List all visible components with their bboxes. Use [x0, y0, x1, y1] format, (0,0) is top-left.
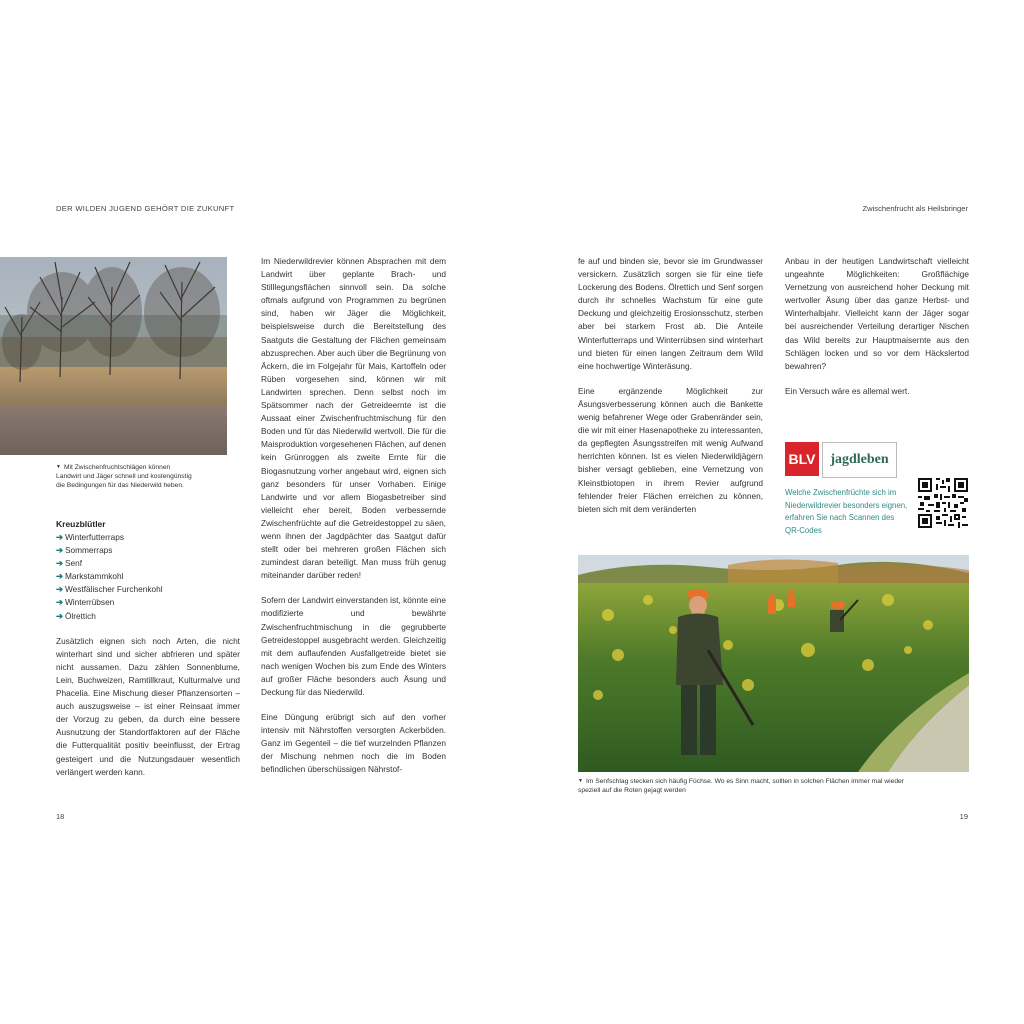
list-item: ➔ Winterrübsen	[56, 597, 115, 608]
caption-triangle-icon: ▼	[578, 778, 583, 784]
caption-line: speziell auf die Roten gejagt werden	[578, 787, 686, 794]
list-heading: Kreuzblütler	[56, 519, 106, 529]
hunters-mustard-field-photo	[578, 555, 969, 772]
qr-hint-text: Welche Zwischenfrüchte sich im Niederwildrevier besonders eignen, erfahren Sie nach Scannen des QR-Codes	[785, 488, 908, 535]
body-paragraph: Eine Düngung erübrigt sich auf den vorher intensiv mit Nährstoffen versorgten Ackerböden. Ganz im Gegenteil – die tief wurzelnden Pflanzen der Mischung nehmen noch die im Boden befindlichen überschüssigen Nährstof-	[261, 712, 446, 775]
page-number-right: 19	[959, 812, 968, 821]
column-3	[578, 255, 763, 516]
plant-list	[56, 531, 240, 623]
list-item: ➔ Senf	[56, 558, 83, 569]
arrow-right-icon: ➔	[56, 584, 63, 595]
column-1	[56, 519, 240, 779]
arrow-right-icon: ➔	[56, 558, 63, 569]
body-paragraph: Ein Versuch wäre es allemal wert.	[785, 385, 910, 396]
arrow-right-icon: ➔	[56, 597, 63, 608]
list-item: ➔ Winterfutterraps	[56, 532, 124, 542]
body-paragraph: fe auf und binden sie, bevor sie im Grundwasser versickern. Zusätzlich sorgen sie für eine tiefe Lockerung des Bodens. Ölrettich und Senf sorgen durch ihr schnelles Wachstum für eine gute Deckung und gleichzeitig Erosionsschutz, sterben aber bei starkem Frost ab. Die Anteile Winterfutterraps und Winterrübsen sind winterhart und bieten für einen langen Zeitraum dem Wild eine hochwertige Winteräsung.	[578, 256, 763, 371]
body-paragraph: Eine ergänzende Möglichkeit zur Äsungsverbesserung können auch die Bankette wenig befahrener Wege oder Grabenränder sein, die wir mit einer Hasenapotheke zu interessanten, da gepflegten Äsungsstreifen mit wenig Aufwand herrichten können. Ist es vielen Niederwildjägern bisher versagt geblieben, eine Vernetzung von Kleinstbiotopen in ihrem Revier aufgrund fehlender freier Flächen erreichen zu können, bieten sich mit dem veränderten	[578, 385, 763, 514]
caption-line: Im Senfschlag stecken sich häufig Füchse. Wo es Sinn macht, sollten in solchen Flächen immer mal wieder	[585, 778, 905, 785]
arrow-right-icon: ➔	[56, 532, 63, 542]
column-2	[261, 255, 446, 777]
caption-line: die Bedingungen für das Niederwild heben.	[56, 482, 184, 489]
column-4	[785, 255, 969, 398]
qr-code[interactable]	[918, 478, 968, 528]
caption-triangle-icon: ▼	[56, 464, 61, 470]
blv-logo: BLV	[785, 442, 819, 476]
body-paragraph: Zusätzlich eignen sich noch Arten, die nicht winterhart sind und sicher abfrieren und später nicht aussamen. Dazu zählen Sonnenblume, Lein, Buchweizen, Ramtillkraut, Kulturmalve und Phacelia. Eine Mischung dieser Pflanzensorten – auch auszugsweise – ist einer Reinsaat immer der Vorzug zu geben, da durch eine bessere Ausnutzung der Standortfaktoren auf der Fläche die Futterqualität positiv beeinflusst, der Ertrag gesteigert und die Nutzungsdauer wesentlich verlängert werden kann.	[56, 635, 240, 777]
left-photo-caption	[56, 463, 231, 490]
arrow-right-icon: ➔	[56, 610, 63, 621]
right-photo-caption	[578, 777, 969, 795]
list-item: ➔ Sommerraps	[56, 545, 113, 556]
caption-line: Mit Zwischenfruchtschlägen können	[63, 464, 171, 471]
arrow-right-icon: ➔	[56, 571, 63, 582]
body-paragraph: Sofern der Landwirt einverstanden ist, könnte eine modifizierte und bewährte Zwischenfruchtmischung in die gegrubberte Getreidestoppel ausgebracht werden. Gleichzeitig mit dem auflaufenden Ausfallgetreide bietet sie nach wenigen Wochen bis zum Ende des Winters auf großer Fläche besonders auch Äsung und Deckung für das Niederwild.	[261, 595, 446, 697]
page-number-left: 18	[56, 812, 65, 821]
field-trees-photo	[0, 257, 227, 455]
jagdleben-logo: jagdleben	[822, 442, 897, 478]
running-head-left: DER WILDEN JUGEND GEHÖRT DIE ZUKUNFT	[56, 204, 235, 213]
list-item: ➔ Markstammkohl	[56, 571, 124, 582]
body-paragraph: Anbau in der heutigen Landwirtschaft vielleicht ungeahnte Möglichkeiten: Großflächige Vernetzung von ausreichend hoher Deckung mit wertvoller Äsung über das ganze Herbst- und Winterhalbjahr. Vielleicht kann der Jäger sogar bei ausreichender Verteilung derartiger Nischen das Wild bereits zur Hauptmaisernte aus den Schlägen locken und so vor dem Häckslertod bewahren?	[785, 256, 969, 371]
running-head-right: Zwischenfrucht als Heilsbringer	[862, 204, 968, 213]
list-item: ➔ Ölrettich	[56, 610, 96, 621]
list-item: ➔ Westfälischer Furchenkohl	[56, 584, 163, 595]
caption-line: Landwirt und Jäger schnell und kostengünstig	[56, 473, 192, 480]
body-paragraph: Im Niederwildrevier können Absprachen mit dem Landwirt über geplante Brach- und Stilllegungsflächen sinnvoll sein. Da solche oftmals aufgrund von Programmen zu begrünen sind, haben wir Jäger die Möglichkeit, beispielsweise durch die Bereitstellung des Saatguts die Gestaltung der Flächen gemeinsam abzusprechen. Aber auch über die Begrünung von Äckern, die im Folgejahr für Mais, Kartoffeln oder Rüben vorgesehen sind, können wir mit Landwirten sprechen. Denn selbst noch im Spätsommer nach der Getreideernte ist die Aussaat einer Zwischenfruchtmischung für den Boden und für das Niederwild wertvoll. Die für die Maisproduktion vorgesehenen Flächen, auf denen kein Grünroggen als zweite Ernte für die Biogasnutzung vorher angebaut wird, eignen sich ganz besonders für unser Vorhaben. Einige Landwirte und vor allem Biogasbetreiber sind vielleicht eher bereit, Boden verbessernde Zwischenfrüchte auf die Getreidestoppel zu säen, wenn ihnen der Jagdpächter das Saatgut dafür stellt oder bei mehreren großen Flächen sich zumindest daran beteiligt. Man muss früh genug miteinander darüber reden!	[261, 256, 446, 581]
arrow-right-icon: ➔	[56, 545, 63, 556]
